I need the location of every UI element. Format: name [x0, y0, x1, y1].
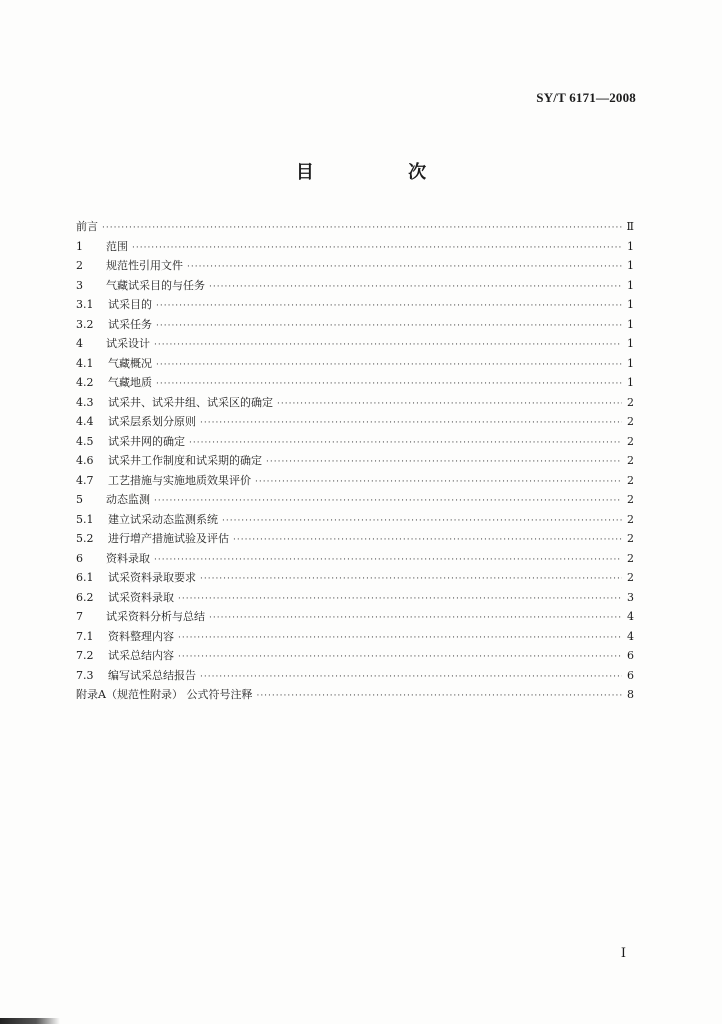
toc-entry[interactable]: [76, 334, 634, 354]
toc-entry-page: 1: [627, 259, 634, 272]
toc-entry-number: 4.1: [76, 356, 94, 370]
toc-entry-title: 试采总结内容: [108, 649, 174, 662]
toc-entry-number: 5: [76, 493, 83, 506]
toc-entry-page: 2: [627, 493, 634, 506]
toc-entry[interactable]: [76, 373, 634, 393]
toc-entry-number: 6.1: [76, 571, 94, 584]
toc-entry-number: 7.3: [76, 668, 94, 682]
toc-entry-title: 动态监测: [106, 493, 150, 506]
toc-entry-title: 试采井网的确定: [108, 434, 185, 448]
toc-leader-dots: [178, 590, 622, 610]
toc-leader-dots: [178, 629, 622, 649]
toc-entry-number: 6.2: [76, 590, 94, 604]
toc-leader-dots: [178, 648, 622, 668]
toc-entry-title: 试采层系划分原则: [108, 415, 196, 428]
toc-entry-page: 1: [627, 337, 634, 350]
toc-entry-number: 2: [76, 259, 83, 272]
toc-entry-title: 附录A（规范性附录） 公式符号注释: [76, 688, 253, 701]
toc-leader-dots: [102, 219, 622, 239]
scan-artifact: [0, 1018, 60, 1024]
toc-entry-page: Ⅱ: [626, 220, 634, 233]
toc-entry-page: 4: [627, 629, 634, 643]
toc-leader-dots: [200, 668, 622, 688]
toc-entry-number: 1: [76, 239, 83, 253]
toc-entry-number: 7: [76, 610, 83, 623]
toc-entry-page: 2: [627, 473, 634, 487]
toc-entry-title: 试采井、试采井组、试采区的确定: [108, 395, 273, 409]
toc-entry-title: 试采资料分析与总结: [106, 610, 205, 623]
toc-entry-page: 2: [627, 415, 634, 428]
toc-entry-number: 6: [76, 551, 83, 565]
toc-entry[interactable]: [76, 646, 634, 666]
page-title: 目 次: [295, 162, 471, 183]
toc-leader-dots: [222, 512, 622, 532]
toc-entry-number: 5.2: [76, 532, 94, 545]
toc-entry-title: 气藏地质: [108, 376, 152, 389]
toc-leader-dots: [132, 239, 622, 259]
toc-entry-number: 3.1: [76, 298, 94, 311]
toc-leader-dots: [187, 258, 622, 278]
toc-entry[interactable]: [76, 217, 634, 237]
toc-leader-dots: [233, 531, 622, 551]
toc-entry[interactable]: [76, 295, 634, 315]
toc-entry-title: 试采资料录取: [108, 590, 174, 604]
toc-leader-dots: [200, 414, 622, 434]
toc-entry[interactable]: [76, 588, 634, 608]
toc-entry-number: 4.5: [76, 434, 94, 448]
toc-entry-title: 范围: [106, 239, 128, 253]
table-of-contents: [76, 217, 634, 705]
toc-entry-page: 6: [627, 668, 634, 682]
toc-entry-title: 气藏试采目的与任务: [106, 278, 205, 292]
toc-entry[interactable]: [76, 490, 634, 510]
page-number: Ⅰ: [620, 946, 626, 961]
toc-leader-dots: [156, 297, 622, 317]
toc-entry[interactable]: [76, 237, 634, 257]
toc-entry-title: 气藏概况: [108, 356, 152, 370]
toc-entry[interactable]: [76, 471, 634, 491]
toc-entry-title: 试采井工作制度和试采期的确定: [108, 454, 262, 467]
toc-entry-page: 1: [627, 356, 634, 370]
toc-entry-number: 3.2: [76, 317, 94, 331]
toc-entry-page: 2: [627, 532, 634, 545]
toc-entry[interactable]: [76, 412, 634, 432]
toc-entry-title: 规范性引用文件: [106, 259, 183, 272]
toc-entry-title: 资料录取: [106, 551, 150, 565]
toc-entry[interactable]: [76, 451, 634, 471]
toc-leader-dots: [209, 609, 622, 629]
toc-entry-page: 1: [627, 298, 634, 311]
toc-entry-title: 试采资料录取要求: [108, 571, 196, 584]
toc-entry-page: 6: [627, 649, 634, 662]
toc-entry-page: 1: [627, 278, 634, 292]
toc-entry-title: 进行增产措施试验及评估: [108, 532, 229, 545]
toc-entry-page: 2: [627, 395, 634, 409]
toc-entry-page: 4: [627, 610, 634, 623]
toc-leader-dots: [154, 492, 622, 512]
toc-entry-page: 2: [627, 551, 634, 565]
toc-leader-dots: [154, 336, 622, 356]
toc-entry-number: 7.1: [76, 629, 94, 643]
toc-entry-number: 4.4: [76, 415, 94, 428]
toc-leader-dots: [277, 395, 622, 415]
toc-entry-title: 编写试采总结报告: [108, 668, 196, 682]
toc-entry[interactable]: [76, 666, 634, 686]
toc-entry-page: 2: [627, 512, 634, 526]
toc-entry[interactable]: [76, 256, 634, 276]
toc-entry-page: 1: [627, 317, 634, 331]
toc-entry[interactable]: [76, 315, 634, 335]
toc-leader-dots: [255, 473, 622, 493]
toc-entry-number: 4.3: [76, 395, 94, 409]
toc-entry-page: 8: [627, 688, 634, 701]
toc-entry-page: 2: [627, 454, 634, 467]
toc-entry-number: 7.2: [76, 649, 94, 662]
toc-leader-dots: [200, 570, 622, 590]
toc-entry-title: 建立试采动态监测系统: [108, 512, 218, 526]
toc-entry[interactable]: [76, 276, 634, 296]
toc-entry-number: 4: [76, 337, 83, 350]
toc-entry[interactable]: [76, 627, 634, 647]
toc-entry-page: 1: [627, 376, 634, 389]
toc-entry-number: 4.6: [76, 454, 94, 467]
toc-leader-dots: [156, 317, 622, 337]
toc-entry[interactable]: [76, 607, 634, 627]
toc-entry-title: 试采任务: [108, 317, 152, 331]
toc-leader-dots: [209, 278, 622, 298]
toc-entry[interactable]: [76, 685, 634, 705]
toc-entry-number: 4.7: [76, 473, 94, 487]
toc-leader-dots: [156, 356, 622, 376]
toc-entry-number: 5.1: [76, 512, 94, 526]
toc-entry-page: 2: [627, 434, 634, 448]
toc-entry[interactable]: [76, 432, 634, 452]
toc-entry[interactable]: [76, 549, 634, 569]
toc-entry-title: 试采目的: [108, 298, 152, 311]
toc-entry[interactable]: [76, 393, 634, 413]
toc-entry[interactable]: [76, 568, 634, 588]
toc-entry[interactable]: [76, 354, 634, 374]
toc-leader-dots: [256, 687, 622, 707]
toc-entry-title: 资料整理内容: [108, 629, 174, 643]
toc-entry-page: 3: [627, 590, 634, 604]
toc-entry-title: 前言: [76, 220, 98, 233]
toc-entry[interactable]: [76, 510, 634, 530]
toc-entry-number: 3: [76, 278, 83, 292]
toc-leader-dots: [154, 551, 622, 571]
toc-entry-page: 1: [627, 239, 634, 253]
toc-entry-title: 试采设计: [106, 337, 150, 350]
toc-entry-page: 2: [627, 571, 634, 584]
standard-code: SY/T 6171—2008: [536, 90, 636, 105]
toc-entry[interactable]: [76, 529, 634, 549]
toc-leader-dots: [266, 453, 622, 473]
toc-entry-title: 工艺措施与实施地质效果评价: [108, 473, 251, 487]
toc-entry-number: 4.2: [76, 376, 94, 389]
